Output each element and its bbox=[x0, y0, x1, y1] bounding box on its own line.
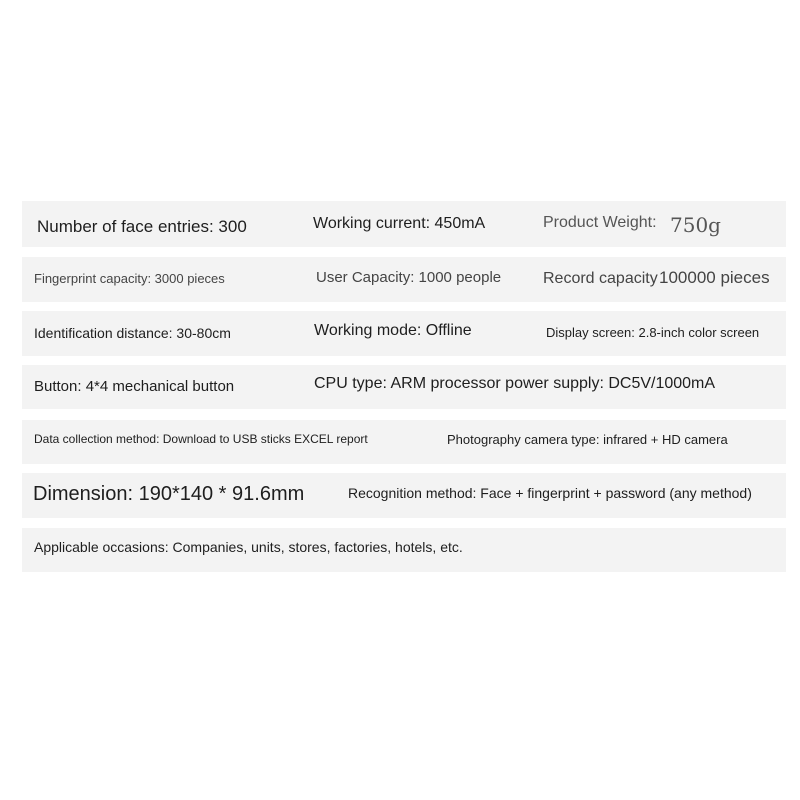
spec-row-2 bbox=[22, 257, 786, 302]
camera-type-text: Photography camera type: infrared + HD camera bbox=[447, 432, 728, 447]
user-capacity-text: User Capacity: 1000 people bbox=[316, 269, 502, 286]
dimension-text: Dimension: 190*140 * 91.6mm bbox=[33, 483, 305, 505]
working-current-text: Working current: 450mA bbox=[313, 215, 486, 232]
face-entries-text: Number of face entries: 300 bbox=[37, 217, 247, 236]
working-mode-text: Working mode: Offline bbox=[314, 322, 472, 339]
spec-row-7 bbox=[22, 528, 786, 572]
button-text: Button: 4*4 mechanical button bbox=[34, 378, 235, 395]
product-weight-value: 750g bbox=[670, 213, 721, 237]
spec-row-1 bbox=[22, 201, 786, 247]
cpu-power-text: CPU type: ARM processor power supply: DC5V/1000mA bbox=[314, 375, 716, 392]
spec-row-3 bbox=[22, 311, 786, 356]
record-capacity-value: 100000 pieces bbox=[659, 268, 770, 287]
identification-distance-text: Identification distance: 30-80cm bbox=[34, 325, 231, 341]
recognition-method-text: Recognition method: Face + fingerprint + password (any method) bbox=[348, 485, 752, 501]
spec-row-4 bbox=[22, 365, 786, 409]
data-collection-text: Data collection method: Download to USB sticks EXCEL report bbox=[34, 432, 368, 446]
display-screen-text: Display screen: 2.8-inch color screen bbox=[546, 325, 760, 340]
record-capacity-label: Record capacity bbox=[543, 270, 658, 287]
fingerprint-capacity-text: Fingerprint capacity: 3000 pieces bbox=[34, 271, 225, 286]
product-weight-label: Product Weight: bbox=[543, 214, 657, 231]
spec-row-6 bbox=[22, 473, 786, 518]
spec-row-5 bbox=[22, 420, 786, 464]
applicable-occasions-text: Applicable occasions: Companies, units, stores, factories, hotels, etc. bbox=[34, 539, 463, 555]
